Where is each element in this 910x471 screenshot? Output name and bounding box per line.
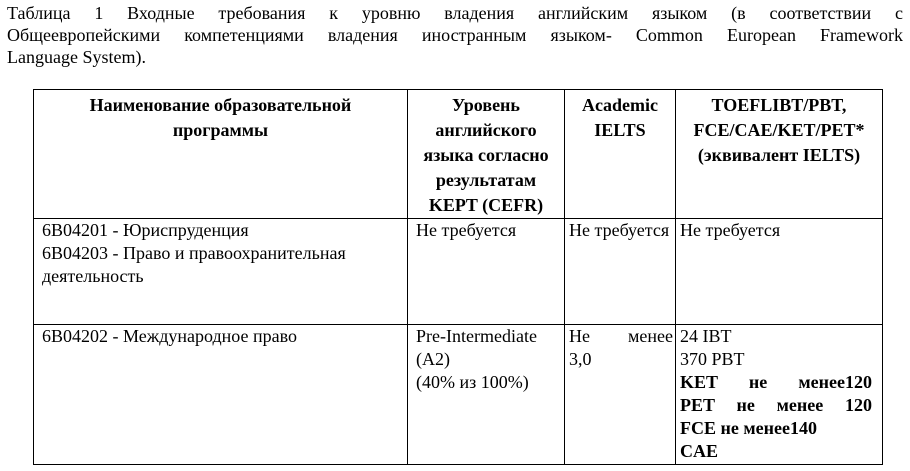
caption-line: Таблица 1 Входные требования к уровню владения английским языком (в соответствии с	[7, 3, 903, 23]
header-toefl: TOEFLIBT/PBT, FCE/CAE/KET/PET* (эквивалент IELTS)	[676, 90, 883, 219]
ielts-line: 3,0	[569, 349, 592, 369]
ielts-line: Не менее	[569, 326, 673, 346]
program-line: 6В04201 - Юриспруденция	[42, 220, 249, 240]
table-row	[34, 325, 883, 465]
toefl-line: 24 IBT	[680, 326, 732, 346]
program-cell	[34, 325, 408, 465]
toefl-bold-line: FCE не менее140	[680, 418, 817, 438]
program-line: 6В04203 - Право и правоохранительная деятельность	[42, 243, 346, 286]
ielts-cell: Не требуется	[565, 219, 676, 325]
toefl-bold-line: PET не менее 120	[680, 395, 872, 415]
header-ielts: Academic IELTS	[565, 90, 676, 219]
header-kept: Уровень английского языка согласно результатам KEPT (CEFR)	[408, 90, 565, 219]
header-program: Наименование образовательной программы	[34, 90, 408, 219]
toefl-cell	[676, 325, 883, 465]
caption-line: Общеевропейскими компетенциями владения иностранным языком- Common European Framework	[7, 25, 903, 45]
ielts-cell	[565, 325, 676, 465]
kept-line: (40% из 100%)	[416, 372, 529, 392]
table-row	[34, 219, 883, 325]
toefl-cell: Не требуется	[676, 219, 883, 325]
kept-cell: Не требуется	[408, 219, 565, 325]
program-line: 6В04202 - Международное право	[42, 326, 297, 346]
table-caption	[7, 2, 903, 68]
kept-line: Pre-Intermediate	[416, 326, 537, 346]
table-header-row	[34, 90, 883, 219]
kept-cell	[408, 325, 565, 465]
requirements-table	[33, 89, 883, 465]
program-cell	[34, 219, 408, 325]
caption-line: Language System).	[7, 47, 146, 67]
toefl-bold-line: KET не менее120	[680, 372, 872, 392]
kept-line: (A2)	[416, 349, 450, 369]
toefl-line: 370 PBT	[680, 349, 745, 369]
toefl-bold-line: CAE	[680, 441, 719, 461]
